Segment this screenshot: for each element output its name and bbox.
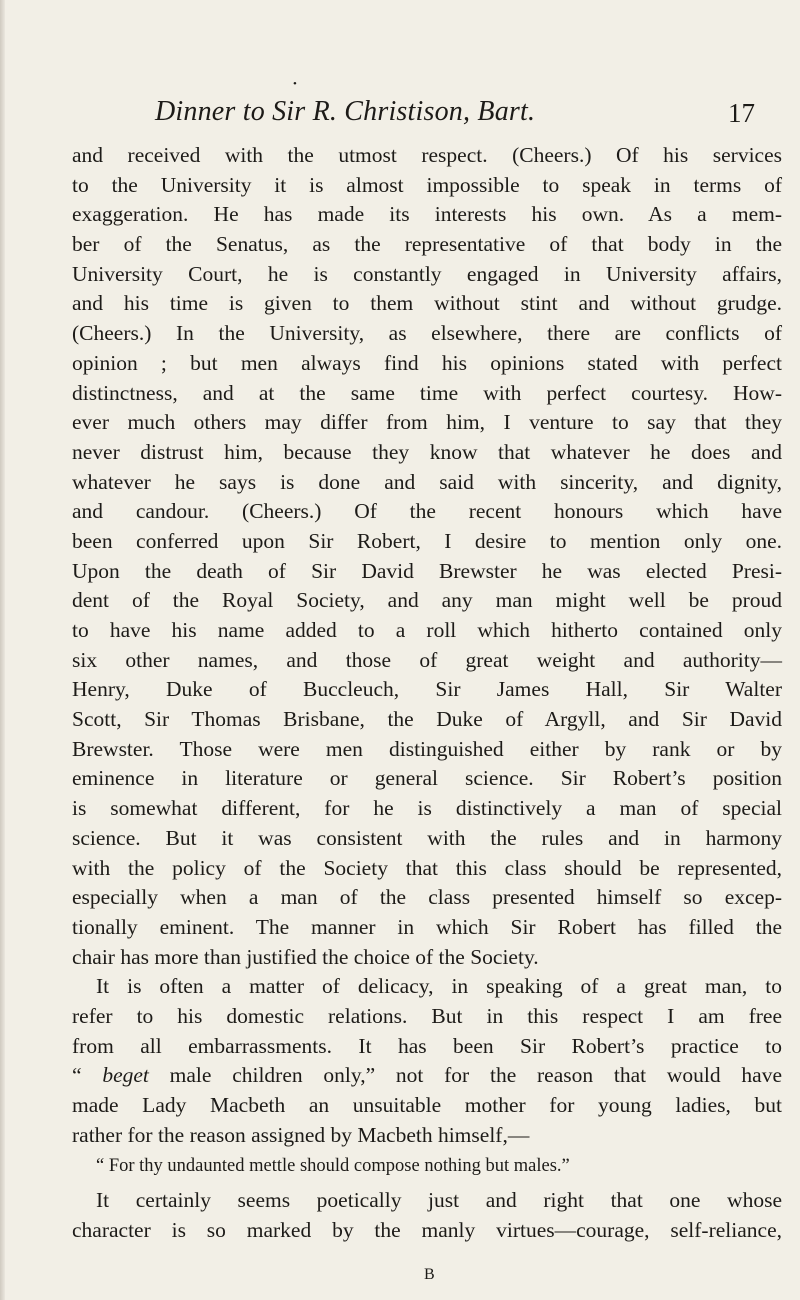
text-line: never distrust him, because they know that whatever he does and bbox=[72, 439, 782, 464]
text-line: (Cheers.) In the University, as elsewhere, there are conflicts of bbox=[72, 321, 782, 346]
running-header bbox=[155, 78, 755, 136]
text-line: chair has more than justified the choice of the Society. bbox=[72, 944, 539, 969]
text-line: exaggeration. He has made its interests his own. As a mem- bbox=[72, 202, 782, 227]
italic-word-beget: beget bbox=[102, 1063, 149, 1088]
text-line: especially when a man of the class presented himself so excep- bbox=[72, 885, 782, 910]
text-line: with the policy of the Society that this class should be represented, bbox=[72, 855, 782, 880]
text-line: and his time is given to them without stint and without grudge. bbox=[72, 291, 782, 316]
text-line: Scott, Sir Thomas Brisbane, the Duke of Argyll, and Sir David bbox=[72, 707, 782, 732]
open-quote: “ bbox=[72, 1063, 103, 1088]
text-line: eminence in literature or general science. Sir Robert’s position bbox=[72, 766, 782, 791]
text-line: science. But it was consistent with the rules and in harmony bbox=[72, 825, 782, 850]
text-line: ber of the Senatus, as the representative of that body in the bbox=[72, 232, 782, 257]
text-line: dent of the Royal Society, and any man might well be proud bbox=[72, 588, 782, 613]
page-number: 17 bbox=[728, 98, 755, 128]
text-line: refer to his domestic relations. But in this respect I am free bbox=[72, 1003, 782, 1028]
text-line: distinctness, and at the same time with perfect courtesy. How- bbox=[72, 380, 782, 405]
text-line: made Lady Macbeth an unsuitable mother for young ladies, but bbox=[72, 1093, 782, 1117]
page-edge-shadow bbox=[0, 0, 5, 1300]
text-line: whatever he says is done and said with sincerity, and dignity, bbox=[72, 469, 782, 494]
text-line: to have his name added to a roll which hitherto contained only bbox=[72, 618, 782, 642]
text-line: is somewhat different, for he is distinctively a man of special bbox=[72, 796, 782, 821]
text-line: been conferred upon Sir Robert, I desire to mention only one. bbox=[72, 528, 782, 553]
header-ornament: • bbox=[293, 78, 297, 90]
text-line: opinion ; but men always find his opinions stated with perfect bbox=[72, 350, 782, 375]
text-line: University Court, he is constantly engaged in University affairs, bbox=[72, 261, 782, 286]
text-line: Brewster. Those were men distinguished either by rank or by bbox=[72, 736, 782, 761]
text-line: It is often a matter of delicacy, in speaking of a great man, to bbox=[96, 974, 782, 999]
text-line: It certainly seems poetically just and right that one whose bbox=[96, 1188, 782, 1213]
text-line: and received with the utmost respect. (Cheers.) Of his services bbox=[72, 143, 782, 167]
text-line: character is so marked by the manly virtues—courage, self-reliance, bbox=[72, 1218, 782, 1243]
text-line: tionally eminent. The manner in which Sir Robert has filled the bbox=[72, 914, 782, 939]
text-line: rather for the reason assigned by Macbeth himself,— bbox=[72, 1122, 530, 1147]
text-line-beget bbox=[72, 1061, 782, 1091]
body-text bbox=[72, 141, 782, 1246]
block-quote: “ For thy undaunted mettle should compose nothing but males.” bbox=[96, 1156, 570, 1177]
text-line: from all embarrassments. It has been Sir Robert’s practice to bbox=[72, 1033, 782, 1058]
signature-mark: B bbox=[424, 1266, 435, 1283]
text-line: Upon the death of Sir David Brewster he was elected Presi- bbox=[72, 558, 782, 583]
text-line: and candour. (Cheers.) Of the recent honours which have bbox=[72, 499, 782, 524]
running-title: Dinner to Sir R. Christison, Bart. bbox=[155, 96, 536, 127]
text-line: Henry, Duke of Buccleuch, Sir James Hall, Sir Walter bbox=[72, 677, 782, 702]
beget-line-rest: male children only,” not for the reason that would have bbox=[148, 1063, 782, 1088]
text-line: to the University it is almost impossible to speak in terms of bbox=[72, 172, 782, 197]
text-line: ever much others may differ from him, I venture to say that they bbox=[72, 410, 782, 435]
text-line: six other names, and those of great weight and authority— bbox=[72, 647, 782, 672]
